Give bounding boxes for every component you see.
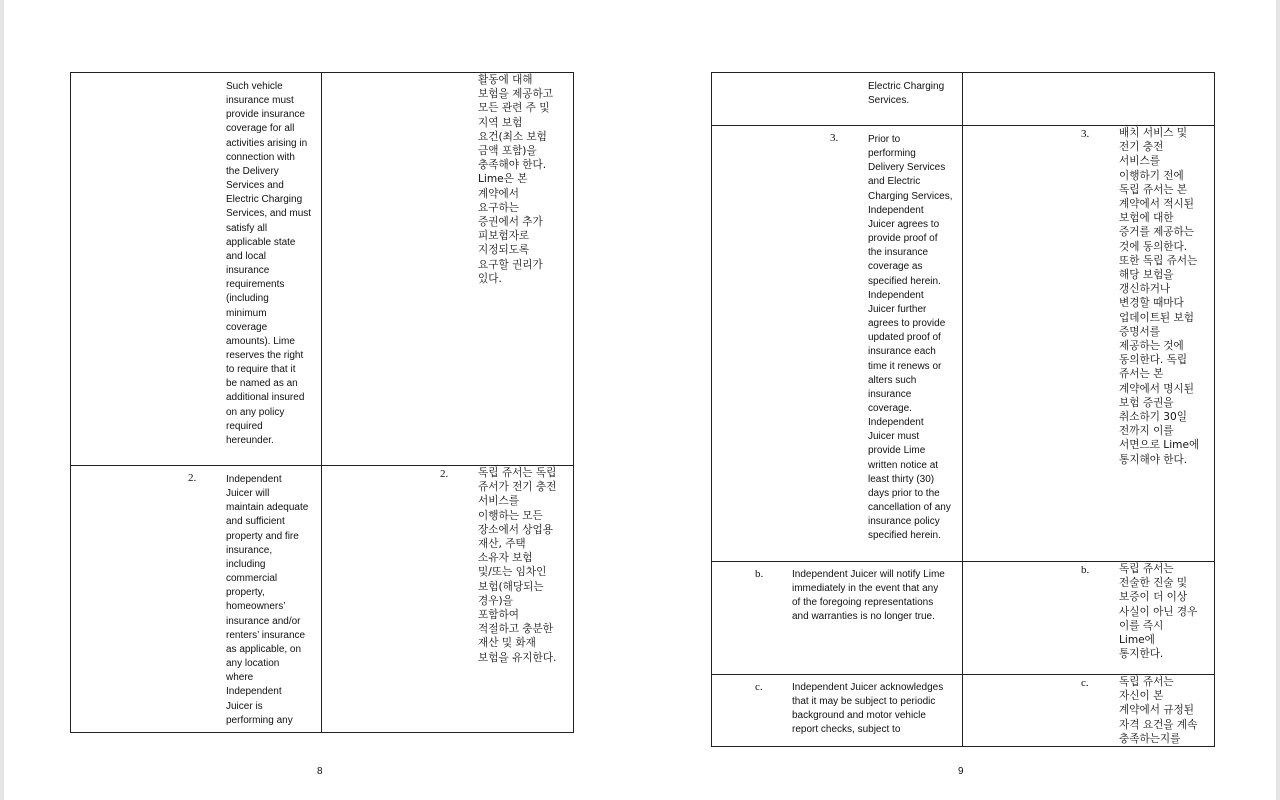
korean-cell (963, 562, 1215, 675)
table-row (712, 562, 1215, 675)
clause-number: c. (1081, 677, 1089, 689)
page-gutter-left (0, 0, 4, 800)
korean-clause-text: 독립 쥬서는 전술한 진술 및 보증이 더 이상 사실이 아닌 경우 이를 즉시 Lime에 통지한다. (1119, 563, 1198, 661)
english-cell (712, 562, 963, 675)
english-clause-text: Independent Juicer acknowledges that it may be subject to periodic background and motor vehicle report checks, subject to (792, 682, 944, 735)
english-clause-text: Such vehicle insurance must provide insurance coverage for all activities arising in connection with the Delivery Services and Electric Charging Services, and must satisfy all applicable state and local insurance requirements (including minimum coverage amounts). Lime reserves the right to require that it be named as an additional insured on any policy required hereunder. (226, 81, 312, 446)
korean-cell (963, 73, 1215, 126)
english-cell (71, 73, 322, 466)
table-row (712, 73, 1215, 126)
clause-number: b. (755, 568, 764, 580)
english-clause-text: Independent Juicer will notify Lime immediately in the event that any of the foregoing representations and warranties is no longer true. (792, 569, 945, 622)
right-page-table (711, 72, 1215, 747)
page-number: 9 (958, 766, 964, 777)
english-cell (712, 675, 963, 747)
page-number: 8 (317, 766, 323, 777)
english-clause-text: Electric Charging Services. (868, 81, 945, 107)
english-cell (712, 126, 963, 562)
table-row (71, 466, 574, 733)
english-clause-text: Prior to performing Delivery Services and Electric Charging Services, Independent Juicer agrees to provide proof of the insurance coverage as specified herein. Independent Juicer further agrees to provide updated proof of insurance each time it renews or alters such insurance coverage. Independent Juicer must provide Lime written notice at least thirty (30) days prior to the cancellation of any insurance policy specified herein. (868, 134, 953, 542)
korean-cell (963, 126, 1215, 562)
english-cell (71, 466, 322, 733)
korean-cell (322, 466, 574, 733)
table-row (71, 73, 574, 466)
clause-number: b. (1081, 564, 1090, 576)
korean-clause-text: 독립 쥬서는 독립 쥬서가 전기 충전 서비스를 이행하는 모든 장소에서 상업용 재산, 주택 소유자 보험 및/또는 임차인 보험(해당되는 경우)을 포함하여 적절하고 충분한 재산 및 화재 보험을 유지한다. (478, 467, 557, 664)
clause-number: 3. (1081, 128, 1090, 140)
korean-cell (963, 675, 1215, 747)
table-row (712, 126, 1215, 562)
table-row (712, 675, 1215, 747)
korean-clause-text: 활동에 대해 보험을 제공하고 모든 관련 주 및 지역 보험 요건(최소 보험 금액 포함)을 충족해야 한다. Lime은 본 계약에서 요구하는 증권에서 추가 피보험자로 지정되도록 요구할 권리가 있다. (478, 74, 554, 285)
english-clause-text: Independent Juicer will maintain adequate and sufficient property and fire insurance, including commercial property, homeowners’ insurance and/or renters’ insurance as applicable, on any location where Independent Juicer is performing any (226, 474, 309, 726)
clause-number: c. (755, 681, 763, 693)
korean-cell (322, 73, 574, 466)
left-page-table (70, 72, 574, 733)
clause-number: 2. (188, 472, 197, 484)
page-gutter-right (1276, 0, 1280, 800)
clause-number: 2. (440, 468, 449, 480)
clause-number: 3. (830, 132, 839, 144)
korean-clause-text: 배치 서비스 및 전기 충전 서비스를 이행하기 전에 독립 쥬서는 본 계약에서 적시된 보험에 대한 증거를 제공하는 것에 동의한다. 또한 독립 쥬서는 해당 보험을 갱신하거나 변경할 때마다 업데이트된 보험 증명서를 제공하는 것에 동의한다. 독립 쥬서는 본 계약에서 명시된 보험 증권을 취소하기 30일 전까지 이를 서면으로 Lime에 통지해야 한다. (1119, 127, 1200, 466)
english-cell (712, 73, 963, 126)
korean-clause-text: 독립 쥬서는 자신이 본 계약에서 규정된 자격 요건을 계속 충족하는지를 (1119, 676, 1198, 745)
